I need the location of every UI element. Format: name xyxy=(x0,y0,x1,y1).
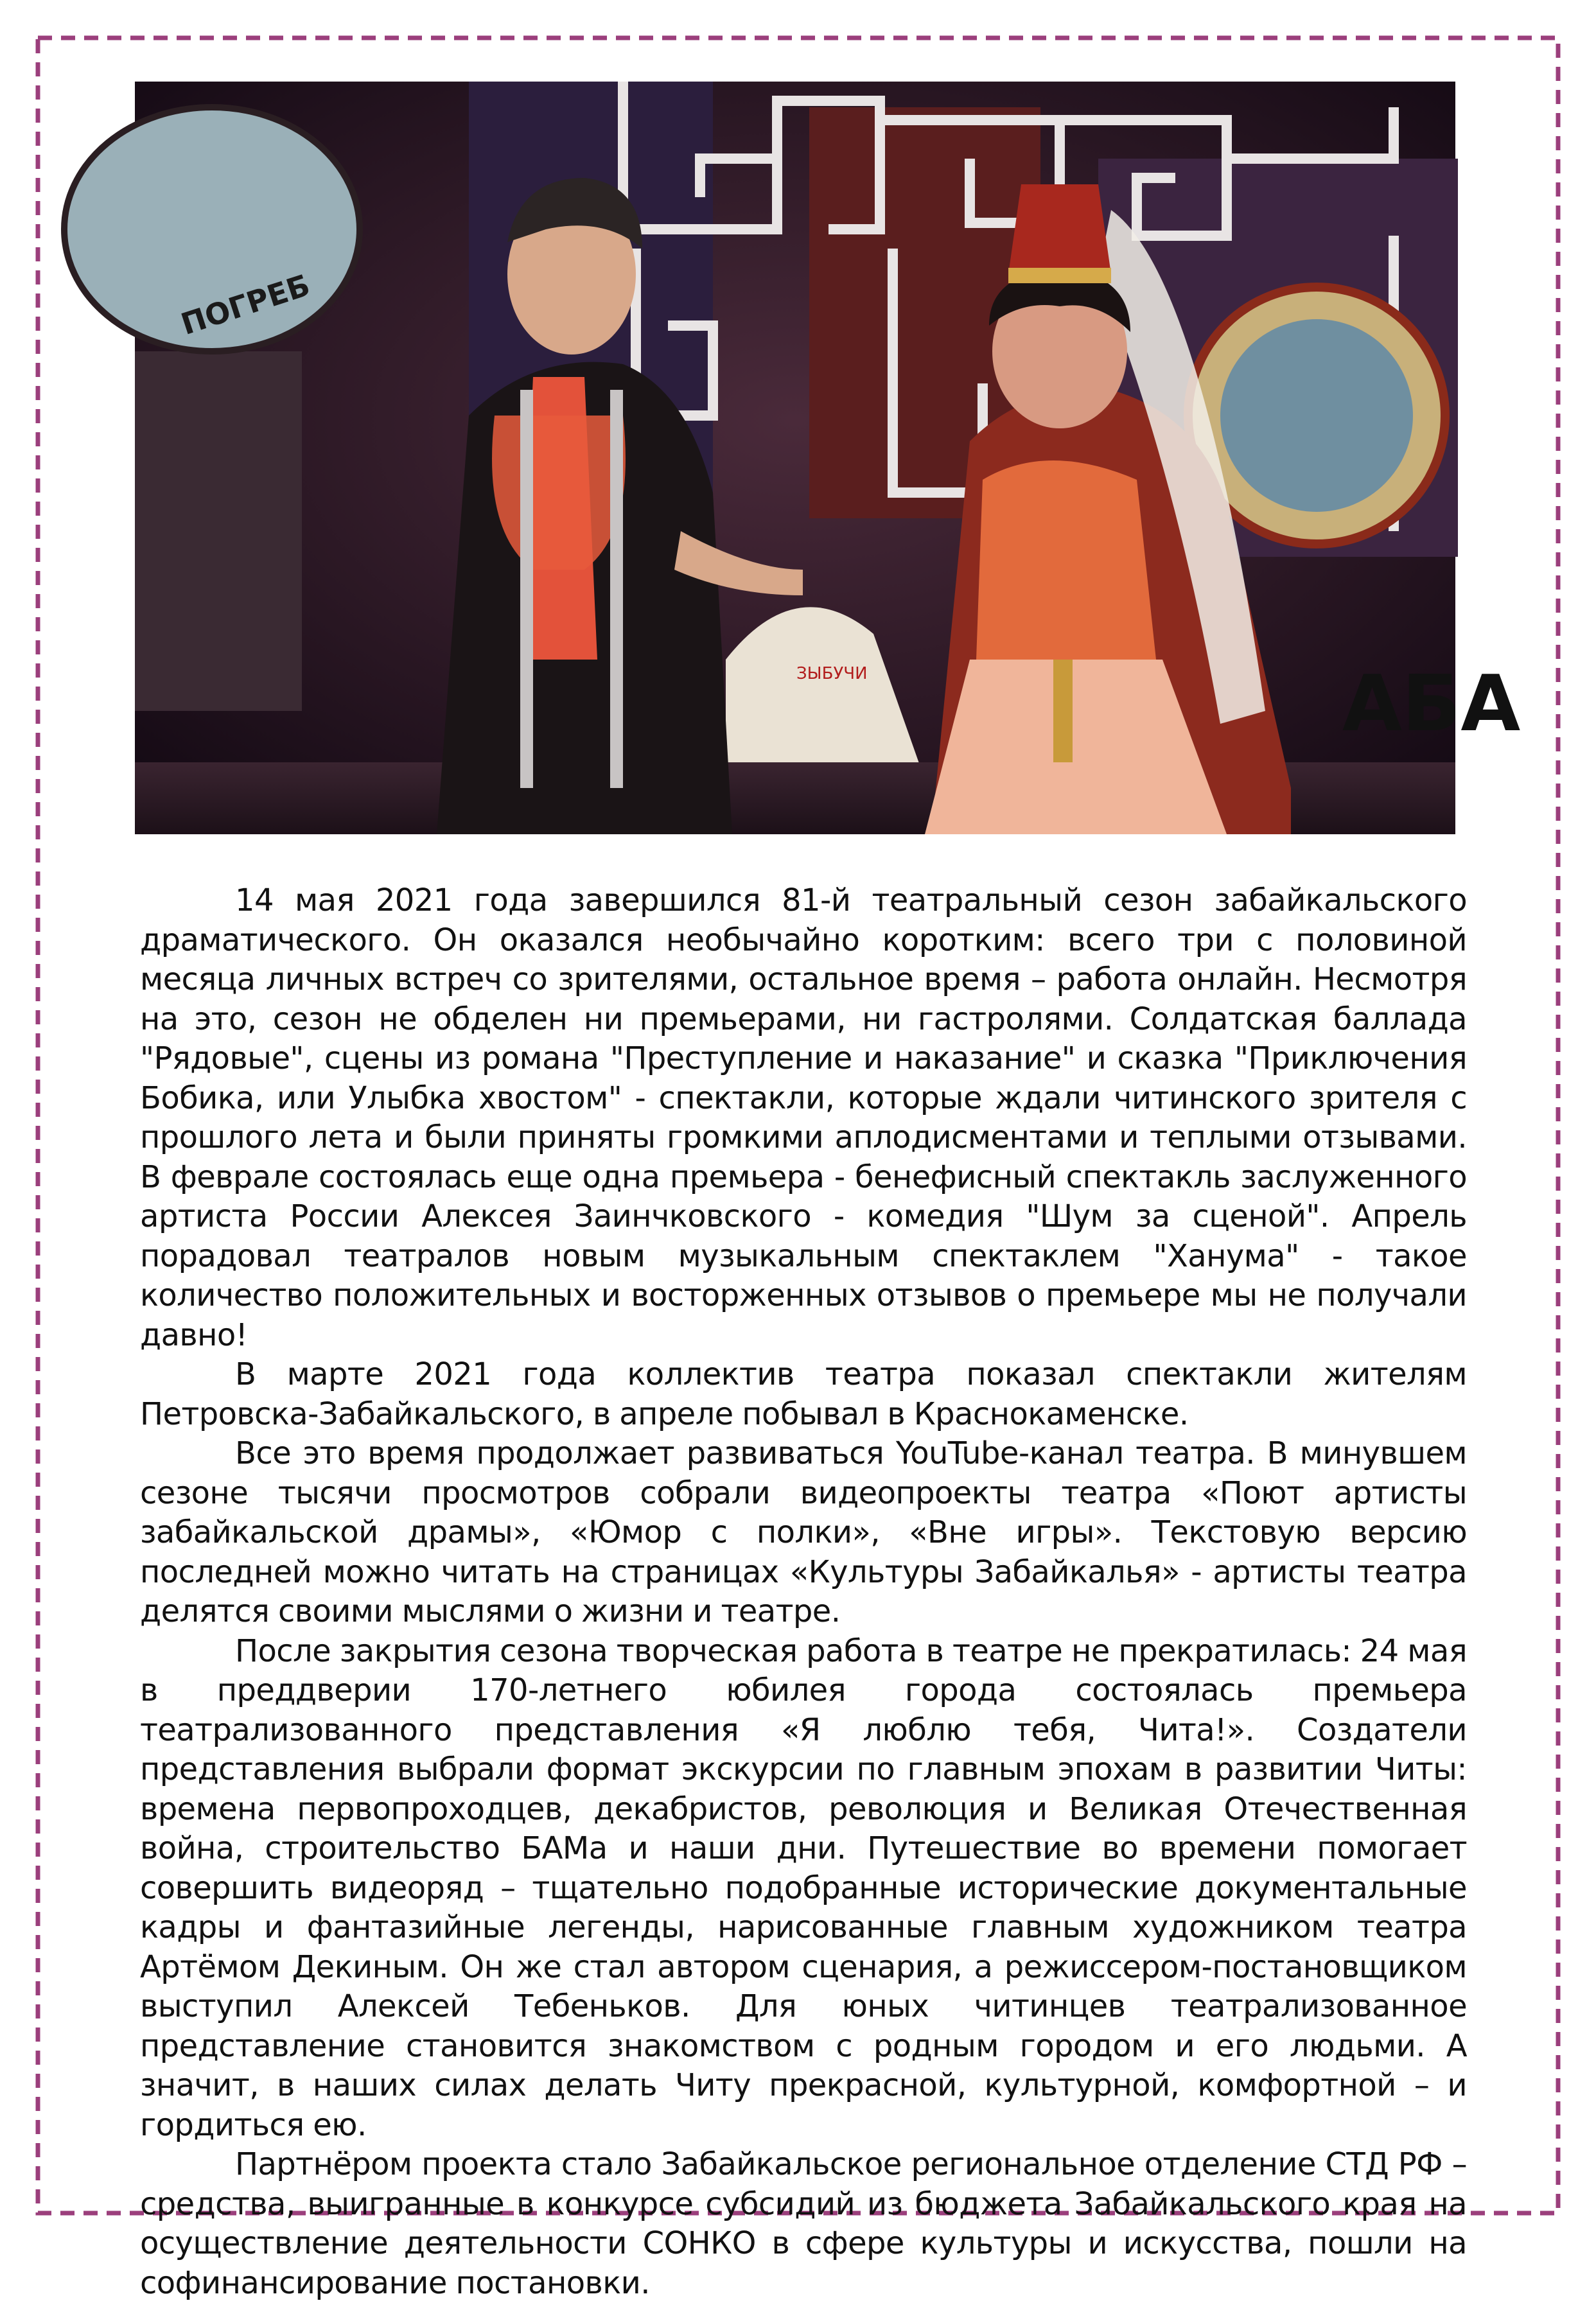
sign-small-text: ЗЫБУЧИ xyxy=(796,664,868,683)
sign-right-text: АБА xyxy=(1342,660,1521,749)
paragraph-youtube: Все это время продолжает развиваться YouTube-канал театра. В минувшем сезоне тысячи просмотров собрали видеопроекты театра «Поют артисты забайкальской драмы», «Юмор с полки», «Вне игры». Текстовую версию последней можно читать на страницах «Культуры Забайкалья» - артисты театра делятся своими мыслями о жизни и театре. xyxy=(140,1435,1467,1629)
article-body xyxy=(140,881,1467,2303)
paragraph-tour: В марте 2021 года коллектив театра показал спектакли жителям Петровска-Забайкальского, в апреле побывал в Краснокаменске. xyxy=(140,1356,1467,1432)
stage-photo xyxy=(135,82,1521,834)
paragraph-season: 14 мая 2021 года завершился 81-й театральный сезон забайкальского драматического. Он оказался необычайно коротким: всего три с половиной месяца личных встреч со зрителями, остальное время – работа онлайн. Несмотря на это, сезон не обделен ни премьерами, ни гастролями. Солдатская баллада "Рядовые", сцены из романа "Преступление и наказание" и сказка "Приключения Бобика, или Улыбка хвостом" - спектакли, которые ждали читинского зрителя с прошлого лета и были приняты громкими аплодисментами и теплыми отзывами. В феврале состоялась еще одна премьера - бенефисный спектакль заслуженного артиста России Алексея Заинчковского - комедия "Шум за сценой". Апрель порадовал театралов новым музыкальным спектаклем "Ханума" - такое количество положительных и восторженных отзывов о премьере мы не получали давно! xyxy=(140,882,1467,1353)
paragraph-partner: Партнёром проекта стало Забайкальское региональное отделение СТД РФ – средства, выигранные в конкурсе субсидий из бюджета Забайкальского края на осуществление деятельности СОНКО в сфере культуры и искусства, пошли на софинансирование постановки. xyxy=(140,2146,1467,2301)
paragraph-premiere: После закрытия сезона творческая работа в театре не прекратилась: 24 мая в преддверии 170-летнего юбилея города состоялась премьера театрализованного представления «Я люблю тебя, Чита!». Создатели представления выбрали формат экскурсии по главным эпохам в развитии Читы: времена первопроходцев, декабристов, революция и Великая Отечественная война, строительство БАМа и наши дни. Путешествие во времени помогает совершить видеоряд – тщательно подобранные исторические документальные кадры и фантазийные легенды, нарисованные главным художником театра Артёмом Декиным. Он же стал автором сценария, а режиссером-постановщиком выступил Алексей Тебеньков. Для юных читинцев театрализованное представление становится знакомством с родным городом и его людьми. А значит, в наших силах делать Читу прекрасной, культурной, комфортной – и гордиться ею. xyxy=(140,1633,1467,2143)
sign-left-text: ПОГРЕБ xyxy=(177,267,315,342)
